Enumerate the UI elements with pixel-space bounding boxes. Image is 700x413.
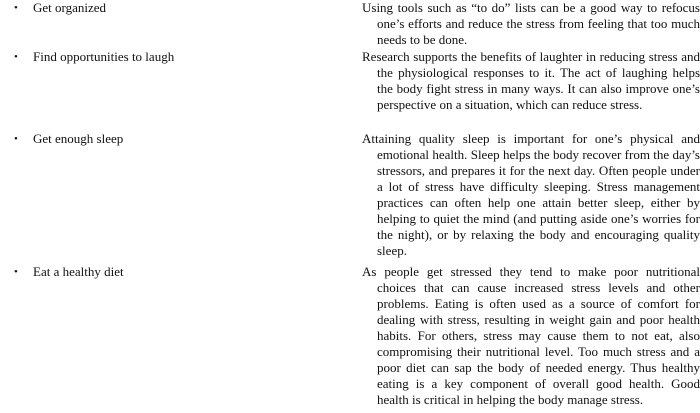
bullet-marker: • [14, 133, 18, 145]
tip-description: Using tools such as “to do” lists can be a good way to refocus one’s efforts and reduce the stress from feeling that too much needs to be done. [362, 0, 700, 47]
bullet-marker: • [14, 2, 18, 14]
bullet-marker: • [14, 266, 18, 278]
tip-description: Research supports the benefits of laughter in reducing stress and the physiological responses to it. The act of laughing helps the body fight stress in many ways. It can also improve one’s perspective on a situation, which can reduce stress. [362, 49, 700, 112]
tip-label: Get organized [33, 0, 107, 15]
tip-label: Eat a healthy diet [33, 264, 124, 279]
tip-description: As people get stressed they tend to make poor nutritional choices that can cause increased stress levels and other problems. Eating is often used as a source of comfort for dealing with stress, resulting in weight gain and poor health habits. For others, stress may cause them to not eat, also compromising their nutritional level. Too much stress and a poor diet can sap the body of needed energy. Thus healthy eating is a key component of overall good health. Good health is critical in helping the body manage stress. [362, 264, 700, 407]
tip-description: Attaining quality sleep is important for one’s physical and emotional health. Sleep helps the body recover from the day’s stressors, and prepares it for the next day. Often people under a lot of stress have difficulty sleeping. Stress management practices can often help one attain better sleep, either by helping to quiet the mind (and putting aside one’s worries for the night), or by relaxing the body and encouraging quality sleep. [362, 131, 700, 258]
bullet-marker: • [14, 51, 18, 63]
tip-label: Get enough sleep [33, 131, 124, 146]
tip-label: Find opportunities to laugh [33, 49, 175, 64]
